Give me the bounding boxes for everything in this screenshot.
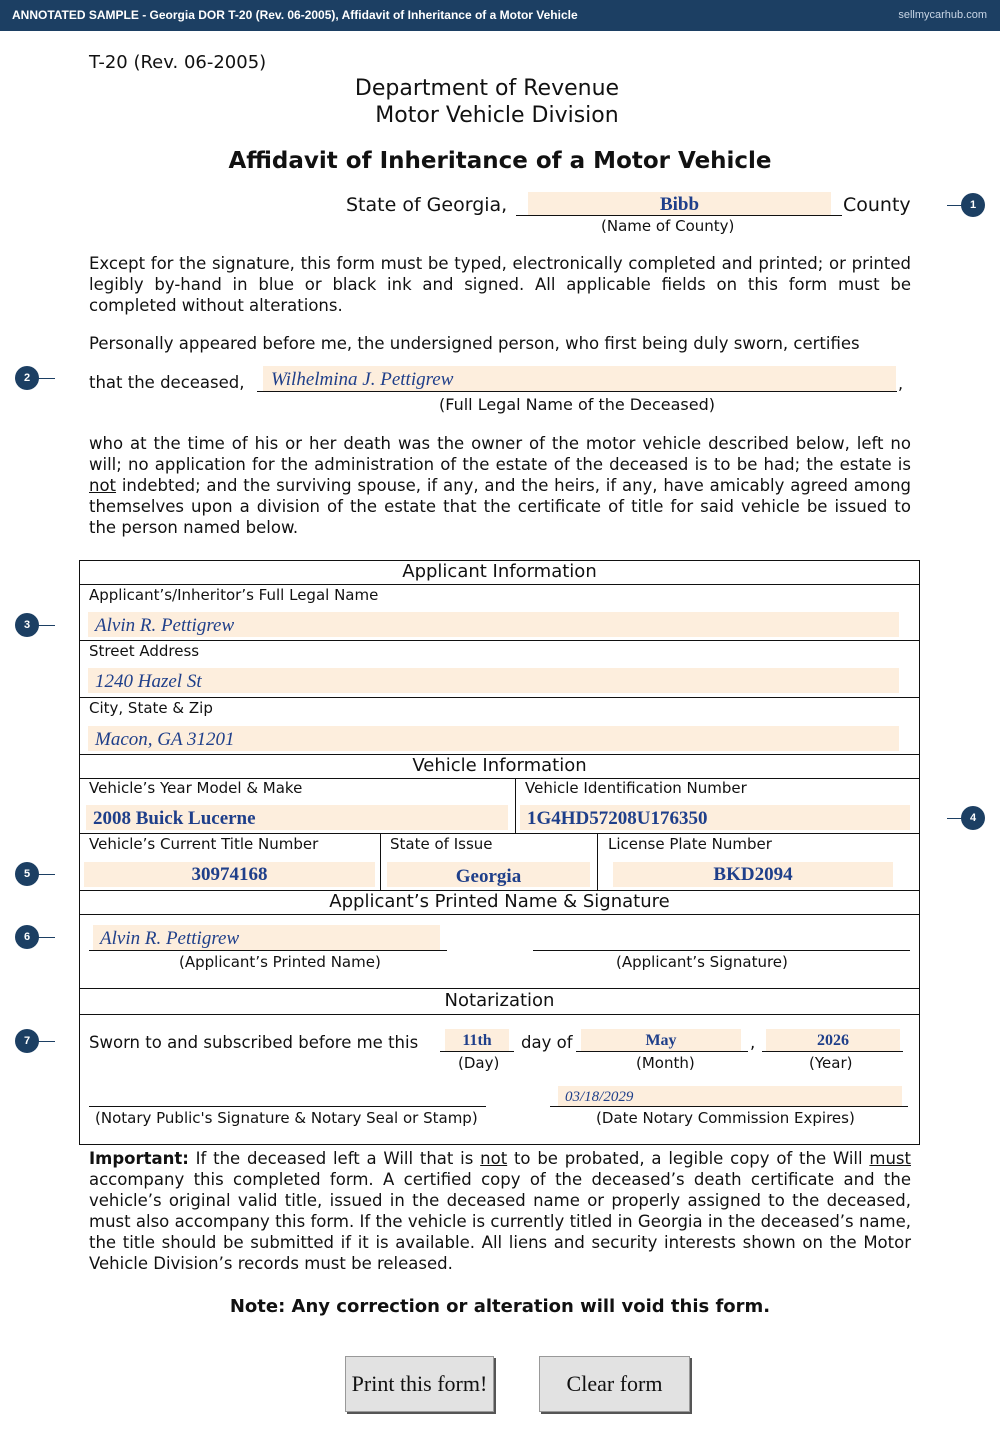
annotation-banner (0, 0, 1000, 31)
notary-signature-caption: (Notary Public's Signature & Notary Seal or Stamp) (95, 1109, 478, 1127)
title-number-field[interactable]: 30974168 (84, 862, 375, 887)
annotation-marker-2: 2 (15, 366, 39, 390)
divider (380, 833, 381, 890)
ymm-field[interactable]: 2008 Buick Lucerne (86, 805, 508, 830)
printed-name-line (89, 950, 447, 951)
ymm-label: Vehicle’s Year Model & Make (89, 779, 303, 797)
month-caption: (Month) (636, 1054, 695, 1072)
applicant-name-field[interactable]: Alvin R. Pettigrew (88, 612, 899, 637)
form-id: T-20 (Rev. 06-2005) (89, 52, 267, 73)
vehicle-heading: Vehicle Information (412, 755, 587, 776)
street-label: Street Address (89, 642, 200, 660)
sworn-text: Sworn to and subscribed before me this (89, 1033, 419, 1052)
signature-caption: (Applicant’s Signature) (616, 953, 788, 971)
street-field[interactable]: 1240 Hazel St (88, 668, 899, 693)
county-field[interactable]: Bibb (528, 192, 831, 215)
county-caption: (Name of County) (601, 217, 735, 235)
correction-note: Note: Any correction or alteration will void this form. (229, 1296, 771, 1317)
notary-signature-line[interactable] (89, 1106, 486, 1107)
divider (79, 988, 920, 989)
vin-field[interactable]: 1G4HD57208U176350 (520, 805, 910, 830)
month-comma: , (750, 1033, 756, 1052)
signature-heading: Applicant’s Printed Name & Signature (329, 891, 670, 912)
deceased-comma: , (898, 374, 904, 393)
banner-site[interactable]: sellmycarhub.com (898, 9, 987, 21)
year-line (762, 1051, 903, 1052)
plate-label: License Plate Number (608, 835, 772, 853)
notary-month-field[interactable]: May (581, 1029, 741, 1051)
title-number-label: Vehicle’s Current Title Number (89, 835, 319, 853)
deceased-underline (257, 391, 897, 392)
divider (597, 833, 598, 890)
day-of-text: day of (521, 1033, 573, 1052)
city-field[interactable]: Macon, GA 31201 (88, 726, 899, 751)
clear-button[interactable]: Clear form (539, 1356, 690, 1412)
plate-field[interactable]: BKD2094 (613, 862, 893, 887)
instructions-paragraph: Except for the signature, this form must be typed, electronically completed and printed; or printed legibly by-hand in blue or black ink and signed. All applicable fields on this form must be completed without alterations. (89, 254, 911, 315)
form-title: Affidavit of Inheritance of a Motor Vehicle (228, 148, 772, 174)
printed-name-caption: (Applicant’s Printed Name) (179, 953, 381, 971)
notary-year-field[interactable]: 2026 (766, 1029, 900, 1051)
day-caption: (Day) (458, 1054, 500, 1072)
county-underline (516, 215, 842, 216)
annotation-marker-7: 7 (15, 1029, 39, 1053)
divider (515, 778, 516, 833)
divider (79, 640, 920, 641)
commission-line (550, 1106, 908, 1107)
divider (79, 584, 920, 585)
notarization-heading: Notarization (444, 990, 555, 1011)
commission-expires-field[interactable]: 03/18/2029 (558, 1086, 902, 1106)
divider (79, 833, 920, 834)
marker-connector (37, 625, 55, 626)
annotation-marker-1: 1 (961, 193, 985, 217)
county-suffix: County (843, 194, 911, 216)
annotation-marker-3: 3 (15, 613, 39, 637)
month-line (576, 1051, 748, 1052)
deceased-name-field[interactable]: Wilhelmina J. Pettigrew (263, 366, 896, 391)
day-line (440, 1051, 514, 1052)
state-of-issue-label: State of Issue (390, 835, 493, 853)
department: Department of Revenue (354, 76, 620, 101)
applicant-name-label: Applicant’s/Inheritor’s Full Legal Name (89, 586, 379, 604)
state-prefix: State of Georgia, (346, 194, 508, 216)
division: Motor Vehicle Division (375, 103, 619, 128)
print-button[interactable]: Print this form! (345, 1356, 494, 1412)
affirmation-paragraph: Personally appeared before me, the undersigned person, who first being duly sworn, certifies (89, 334, 860, 353)
marker-connector (37, 1041, 55, 1042)
year-caption: (Year) (809, 1054, 853, 1072)
marker-connector (37, 874, 55, 875)
applicant-heading: Applicant Information (402, 561, 597, 582)
divider (79, 697, 920, 698)
marker-connector (37, 937, 55, 938)
deceased-prefix: that the deceased, (89, 373, 245, 392)
annotation-marker-5: 5 (15, 862, 39, 886)
state-of-issue-field[interactable]: Georgia (387, 862, 590, 887)
commission-caption: (Date Notary Commission Expires) (596, 1109, 855, 1127)
marker-connector (37, 378, 55, 379)
printed-name-field[interactable]: Alvin R. Pettigrew (93, 925, 440, 950)
deceased-caption: (Full Legal Name of the Deceased) (439, 395, 715, 414)
divider (79, 914, 920, 915)
annotation-marker-4: 4 (961, 806, 985, 830)
important-paragraph: Important: If the deceased left a Will that is not to be probated, a legible copy of the Will must accompany this completed form. A certified copy of the deceased’s death certificate and the vehicle’s original valid title, issued in the deceased name or properly assigned to the deceased, must also accompany this form. If the vehicle is currently titled in Georgia in the deceased’s name, the title should be submitted if it is available. All liens and security interests shown on the Motor Vehicle Division’s records must be released. (89, 1149, 911, 1273)
vin-label: Vehicle Identification Number (525, 779, 747, 797)
city-label: City, State & Zip (89, 699, 213, 717)
annotation-marker-6: 6 (15, 925, 39, 949)
banner-title: ANNOTATED SAMPLE - Georgia DOR T-20 (Rev. 06-2005), Affidavit of Inheritance of a Motor Vehicle (12, 8, 578, 22)
notary-day-field[interactable]: 11th (445, 1029, 509, 1051)
signature-line[interactable] (533, 950, 910, 951)
divider (79, 1014, 920, 1015)
statement-paragraph: who at the time of his or her death was the owner of the motor vehicle described below, left no will; no application for the administration of the estate of the deceased is to be had; the estate is not indebted; and the surviving spouse, if any, and the heirs, if any, have amicably agreed among themselves upon a division of the estate that the certificate of title for said vehicle be issued to the person named below. (89, 434, 911, 537)
